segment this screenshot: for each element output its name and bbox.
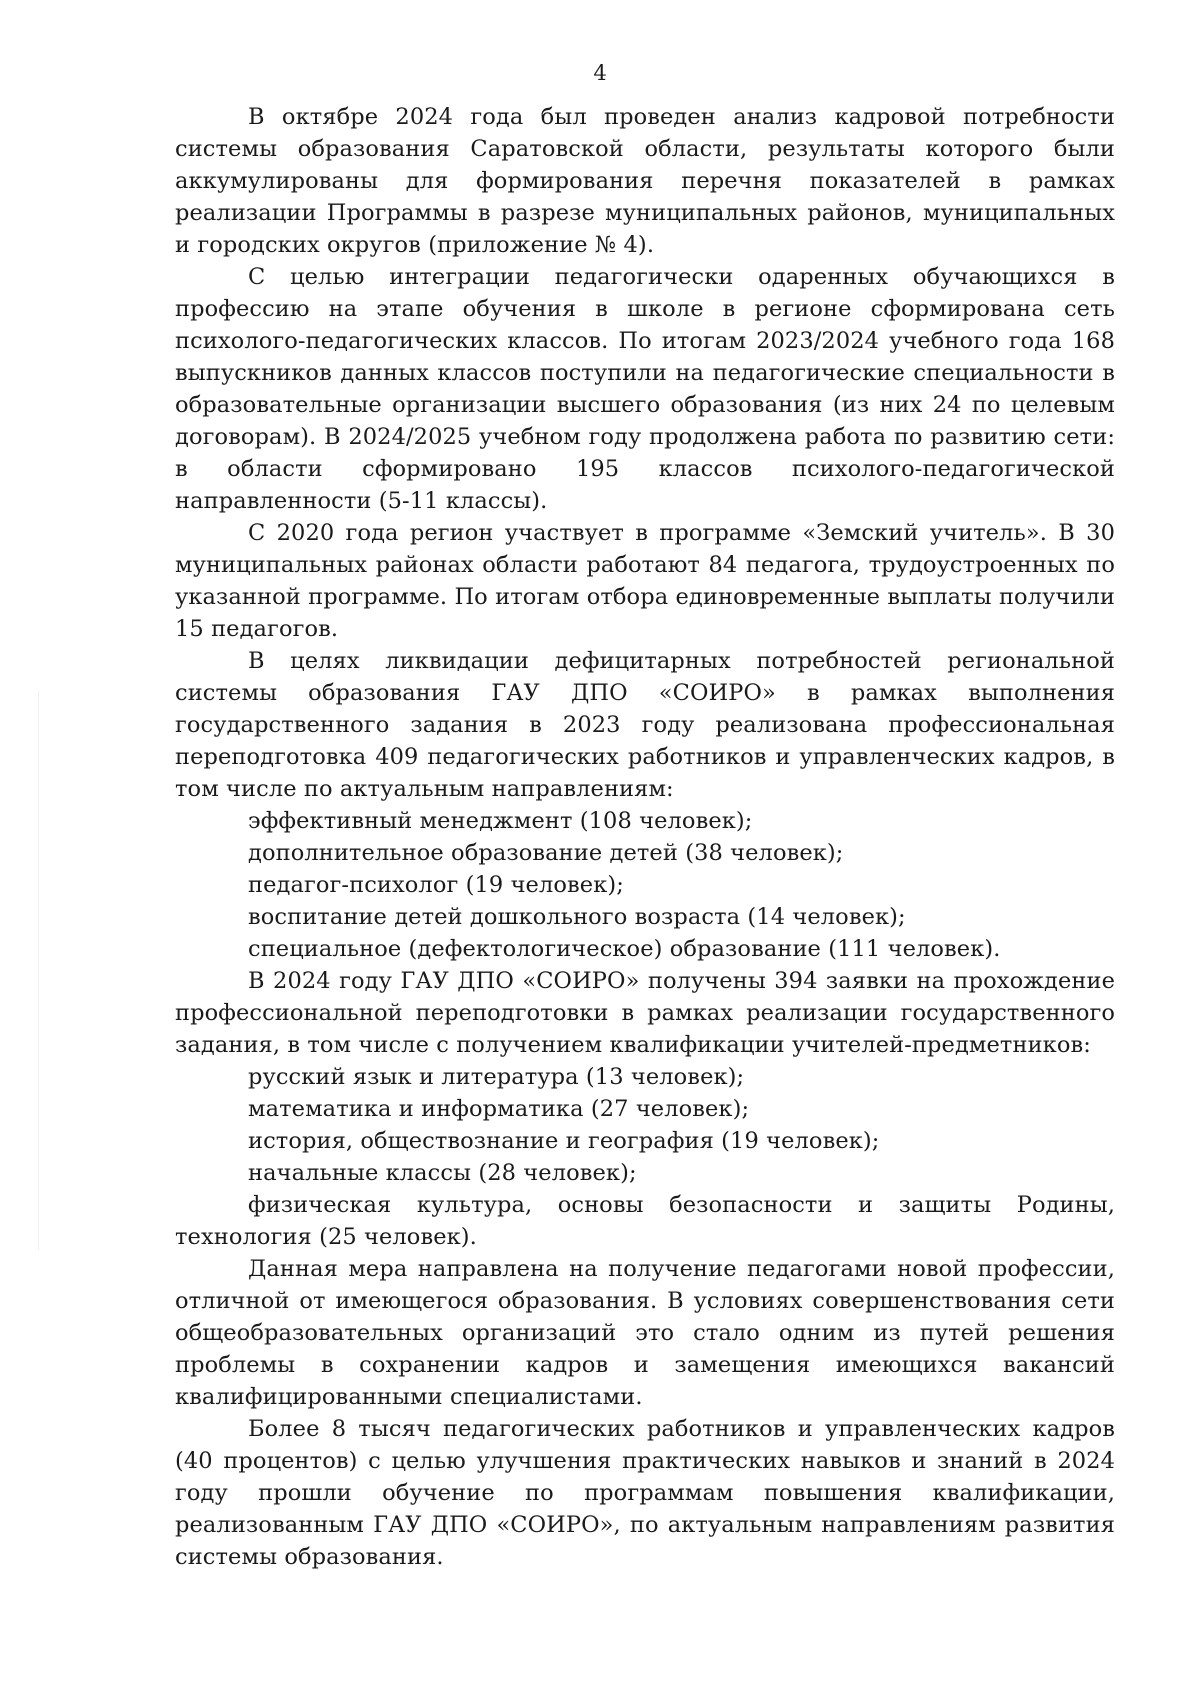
paragraph-pedagogical-classes: С целью интеграции педагогически одаренных обучающихся в профессию на этапе обучения в школе в регионе сформирована сеть психолого-педагогических классов. По итогам 2023/2024 учебного года 168 выпускников данных классов поступили на педагогические специальности в образовательные организации высшего образования (из них 24 по целевым договорам). В 2024/2025 учебном году продолжена работа по развитию сети: в области сформировано 195 классов психолого-педагогической направленности (5-11 классы).: [175, 264, 1115, 514]
list-item: специальное (дефектологическое) образование (111 человек).: [248, 936, 1001, 962]
list-item: педагог-психолог (19 человек);: [248, 872, 624, 898]
list-item: русский язык и литература (13 человек);: [248, 1064, 745, 1090]
list-item: физическая культура, основы безопасности и защиты Родины, технология (25 человек).: [175, 1192, 1115, 1250]
document-body: [175, 101, 1115, 1573]
page-number: 4: [593, 61, 607, 85]
list-item: дополнительное образование детей (38 человек);: [248, 840, 844, 866]
paragraph-new-profession: Данная мера направлена на получение педагогами новой профессии, отличной от имеющегося образования. В условиях совершенствования сети общеобразовательных организаций это стало одним из путей решения проблемы в сохранении кадров и замещения имеющихся вакансий квалифицированными специалистами.: [175, 1256, 1115, 1410]
list-item: история, обществознание и география (19 человек);: [248, 1128, 880, 1154]
paragraph-qualification-upgrade: Более 8 тысяч педагогических работников и управленческих кадров (40 процентов) с целью улучшения практических навыков и знаний в 2024 году прошли обучение по программам повышения квалификации, реализованным ГАУ ДПО «СОИРО», по актуальным направлениям развития системы образования.: [175, 1416, 1115, 1570]
paragraph-retraining-2023: В целях ликвидации дефицитарных потребностей региональной системы образования ГАУ ДПО «СОИРО» в рамках выполнения государственного задания в 2023 году реализована профессиональная переподготовка 409 педагогических работников и управленческих кадров, в том числе по актуальным направлениям:: [175, 648, 1115, 802]
list-item: начальные классы (28 человек);: [248, 1160, 637, 1186]
list-subject-teachers-2024: [175, 1061, 1115, 1253]
list-retraining-2023: [175, 805, 1115, 965]
paragraph-zemsky-teacher: С 2020 года регион участвует в программе «Земский учитель». В 30 муниципальных районах области работают 84 педагога, трудоустроенных по указанной программе. По итогам отбора единовременные выплаты получили 15 педагогов.: [175, 520, 1115, 642]
scan-artifact-line: [38, 690, 39, 1250]
list-item: математика и информатика (27 человек);: [248, 1096, 750, 1122]
paragraph-staffing-analysis: В октябре 2024 года был проведен анализ кадровой потребности системы образования Саратовской области, результаты которого были аккумулированы для формирования перечня показателей в рамках реализации Программы в разрезе муниципальных районов, муниципальных и городских округов (приложение № 4).: [175, 104, 1115, 258]
list-item: воспитание детей дошкольного возраста (14 человек);: [248, 904, 906, 930]
list-item: эффективный менеджмент (108 человек);: [248, 808, 753, 834]
paragraph-applications-2024: В 2024 году ГАУ ДПО «СОИРО» получены 394 заявки на прохождение профессиональной переподготовки в рамках реализации государственного задания, в том числе с получением квалификации учителей-предметников:: [175, 968, 1115, 1058]
